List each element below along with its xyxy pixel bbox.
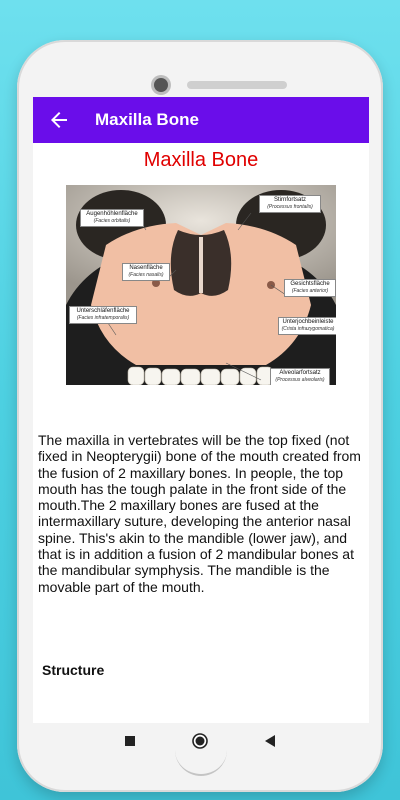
arrow-back-icon[interactable] xyxy=(47,108,71,132)
figure-label-name: Augenhöhlenfläche xyxy=(86,211,138,217)
figure-label xyxy=(69,306,137,324)
triangle-back-icon[interactable] xyxy=(264,734,276,748)
figure-label xyxy=(270,368,330,385)
figure-label-name: Alveolarfortsatz xyxy=(279,370,321,376)
figure-label-latin: (Facies anterior) xyxy=(291,288,329,294)
figure-label xyxy=(122,263,170,281)
figure-label-name: Stirnfortsatz xyxy=(273,197,306,203)
figure-label xyxy=(284,279,336,297)
figure-label-latin: (Processus alveolaris) xyxy=(275,377,325,383)
figure-label xyxy=(278,317,336,335)
figure-label-name: Unterschläfenfläche xyxy=(76,308,130,314)
figure-label-name: Nasenfläche xyxy=(129,265,163,271)
app-bar xyxy=(33,97,369,143)
page-title: Maxilla Bone xyxy=(143,149,259,171)
maxilla-figure xyxy=(66,185,336,385)
figure-label-latin: (Processus frontalis) xyxy=(267,204,313,210)
front-camera xyxy=(154,78,168,92)
square-recents-icon[interactable] xyxy=(124,735,136,747)
app-screen xyxy=(33,97,369,723)
figure-label-latin: (Facies infratemporalis) xyxy=(76,315,130,321)
figure-label-latin: (Facies nasalis) xyxy=(128,272,164,278)
figure-label-name: Unterjochbeinleiste xyxy=(282,319,334,325)
section-heading: Structure xyxy=(42,662,105,678)
app-bar-title: Maxilla Bone xyxy=(95,110,199,129)
figure-label-name: Gesichtsfläche xyxy=(290,281,330,287)
figure-label-latin: (Facies orbitalis) xyxy=(93,218,131,224)
description-paragraph: The maxilla in vertebrates will be the top fixed (not fixed in Neopterygii) bone of the mouth created from the fusion of 2 maxillary bones. In people, the top mouth has the tough palate in the front side of the mouth.The 2 maxillary bones are fused at the intermaxillary suture, developing the anterior nasal spine. This's akin to the mandible (lower jaw), and that is in addition a fusion of 2 mandibular bones at the mandibular symphysis. The mandible is the movable part of the mouth. xyxy=(38,432,361,595)
earpiece-speaker xyxy=(187,81,287,89)
figure-label xyxy=(259,195,321,213)
figure-label-latin: (Crista infrazygomatica) xyxy=(281,326,335,332)
figure-label xyxy=(80,209,144,227)
